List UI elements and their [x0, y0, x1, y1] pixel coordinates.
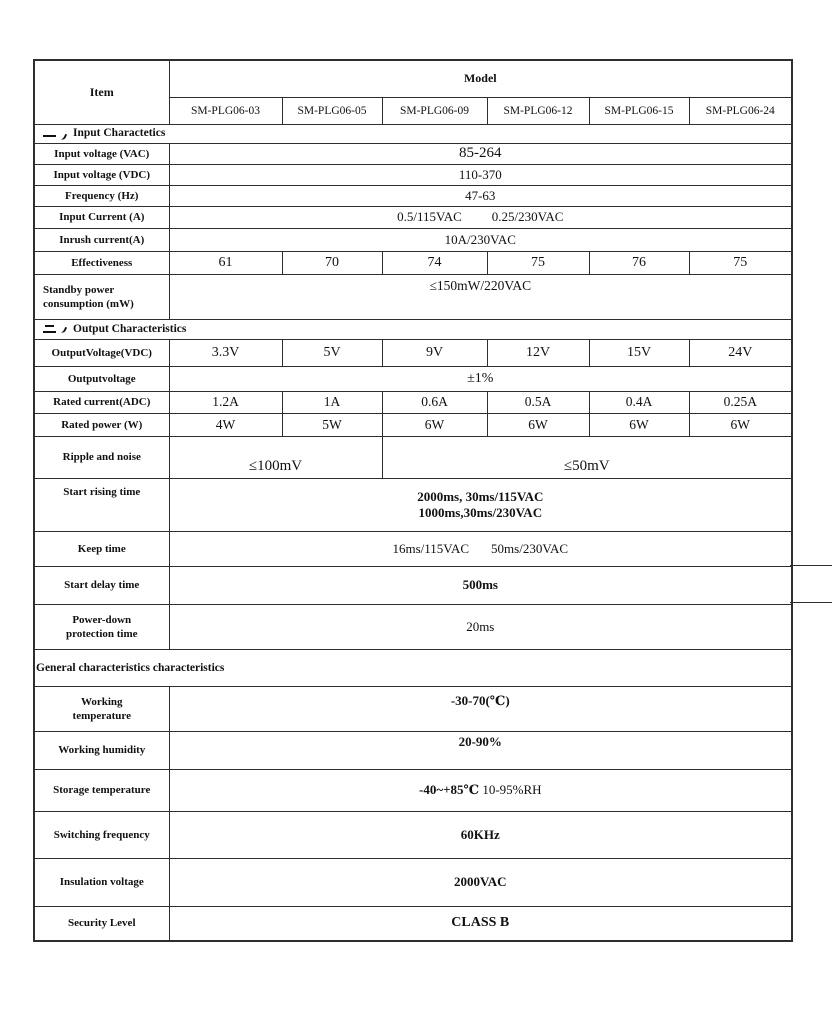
value-ripple-high: ≤50mV — [382, 436, 792, 478]
value-output-voltage: 9V — [382, 339, 487, 366]
value-effectiveness: 74 — [382, 251, 487, 274]
table-row — [34, 274, 792, 319]
label-line: protection time — [65, 627, 138, 640]
label-line: consumption (mW) — [43, 297, 134, 310]
table-row — [34, 769, 792, 811]
value-input-current-230: 0.25/230VAC — [491, 209, 564, 224]
value-start-rising — [169, 478, 792, 531]
row-label-rated-power: Rated power (W) — [34, 413, 169, 436]
section-row-output — [34, 319, 792, 339]
table-row — [34, 391, 792, 413]
value-rated-current: 0.5A — [487, 391, 589, 413]
table-row — [34, 251, 792, 274]
table-row — [34, 811, 792, 858]
row-label-rated-current: Rated current(ADC) — [34, 391, 169, 413]
row-label-switching-frequency: Switching frequency — [34, 811, 169, 858]
label-line: Working — [80, 695, 123, 708]
model-name-cell: SM-PLG06-15 — [589, 97, 689, 124]
value-effectiveness: 75 — [689, 251, 792, 274]
row-label-output-voltage: OutputVoltage(VDC) — [34, 339, 169, 366]
value-rated-current: 1.2A — [169, 391, 282, 413]
table-row — [34, 731, 792, 769]
row-label-input-voltage-vdc: Input voltage (VDC) — [34, 164, 169, 185]
value-working-humidity: 20-90% — [169, 731, 792, 769]
label-line: Power-down — [72, 613, 132, 626]
row-label-insulation-voltage: Insulation voltage — [34, 858, 169, 906]
value-keep-time-115: 16ms/115VAC — [392, 540, 470, 556]
row-label-security-level: Security Level — [34, 906, 169, 941]
table-row — [34, 478, 792, 531]
section-input-title: Input Charactetics — [73, 127, 166, 140]
row-label-frequency: Frequency (Hz) — [34, 185, 169, 206]
label-line: temperature — [72, 709, 131, 722]
value-keep-time-230: 50ms/230VAC — [491, 540, 569, 556]
value-rated-power: 6W — [382, 413, 487, 436]
row-label-ripple-noise: Ripple and noise — [34, 436, 169, 478]
value-output-voltage: 3.3V — [169, 339, 282, 366]
value-switching-frequency: 60KHz — [169, 811, 792, 858]
value-input-current — [169, 206, 792, 228]
value-ripple-low: ≤100mV — [169, 436, 382, 478]
value-input-voltage-vac: 85-264 — [169, 143, 792, 164]
value-frequency: 47-63 — [169, 185, 792, 206]
row-label-standby-power — [34, 274, 169, 319]
model-name-cell: SM-PLG06-03 — [169, 97, 282, 124]
section-row-input — [34, 124, 792, 143]
table-row — [34, 185, 792, 206]
value-voltage-tolerance: ±1% — [169, 366, 792, 391]
section-header-output — [34, 319, 792, 339]
model-name-cell: SM-PLG06-09 — [382, 97, 487, 124]
row-label-working-temperature — [34, 686, 169, 731]
model-name-cell: SM-PLG06-24 — [689, 97, 792, 124]
value-rated-power: 6W — [589, 413, 689, 436]
row-label-voltage-tolerance: Outputvoltage — [34, 366, 169, 391]
table-row — [34, 339, 792, 366]
table-row — [34, 164, 792, 185]
section-header-general: General characteristics characteristics — [34, 649, 792, 686]
value-effectiveness: 76 — [589, 251, 689, 274]
table-row — [34, 906, 792, 941]
section-two-icon — [43, 325, 66, 333]
value-rated-current: 1A — [282, 391, 382, 413]
table-row — [34, 206, 792, 228]
row-label-power-down — [34, 604, 169, 649]
table-row — [34, 413, 792, 436]
value-storage-range: -40~+85℃ — [419, 782, 480, 797]
value-rated-current: 0.6A — [382, 391, 487, 413]
label-line: Standby power — [43, 283, 115, 296]
model-name-cell: SM-PLG06-12 — [487, 97, 589, 124]
table-row — [34, 143, 792, 164]
table-row — [34, 531, 792, 566]
value-start-rising-line1: 2000ms, 30ms/115VAC — [417, 488, 544, 504]
value-rated-power: 6W — [487, 413, 589, 436]
value-rated-current: 0.25A — [689, 391, 792, 413]
value-input-current-115: 0.5/115VAC — [397, 209, 462, 224]
value-start-delay: 500ms — [169, 566, 792, 604]
value-output-voltage: 15V — [589, 339, 689, 366]
header-row-model — [34, 60, 792, 97]
value-power-down: 20ms — [169, 604, 792, 649]
value-rated-power: 5W — [282, 413, 382, 436]
table-row — [34, 604, 792, 649]
table-row — [34, 858, 792, 906]
value-security-level: CLASS B — [169, 906, 792, 941]
row-label-input-current: Input Current (A) — [34, 206, 169, 228]
value-output-voltage: 5V — [282, 339, 382, 366]
section-one-icon — [43, 133, 66, 140]
row-label-inrush-current: Inrush current(A) — [34, 228, 169, 251]
value-effectiveness: 70 — [282, 251, 382, 274]
value-effectiveness: 61 — [169, 251, 282, 274]
model-name-cell: SM-PLG06-05 — [282, 97, 382, 124]
value-rated-power: 6W — [689, 413, 792, 436]
value-insulation-voltage: 2000VAC — [169, 858, 792, 906]
row-label-start-delay: Start delay time — [34, 566, 169, 604]
row-label-storage-temperature: Storage temperature — [34, 769, 169, 811]
row-label-input-voltage-vac: Input voltage (VAC) — [34, 143, 169, 164]
row-label-working-humidity: Working humidity — [34, 731, 169, 769]
value-standby-power: ≤150mW/220VAC — [169, 274, 792, 319]
table-row — [34, 566, 792, 604]
header-model-cell: Model — [169, 60, 792, 97]
value-storage-humidity: 10-95%RH — [482, 782, 542, 797]
value-output-voltage: 12V — [487, 339, 589, 366]
right-edge-line-bottom — [790, 602, 832, 603]
value-output-voltage: 24V — [689, 339, 792, 366]
table-row — [34, 436, 792, 478]
row-label-keep-time: Keep time — [34, 531, 169, 566]
table-row — [34, 686, 792, 731]
section-output-title: Output Characteristics — [73, 323, 187, 335]
row-label-effectiveness: Effectiveness — [34, 251, 169, 274]
section-row-general — [34, 649, 792, 686]
table-row — [34, 366, 792, 391]
value-inrush-current: 10A/230VAC — [169, 228, 792, 251]
value-rated-current: 0.4A — [589, 391, 689, 413]
row-label-start-rising: Start rising time — [34, 478, 169, 531]
value-effectiveness: 75 — [487, 251, 589, 274]
value-input-voltage-vdc: 110-370 — [169, 164, 792, 185]
value-working-temperature: -30-70(℃) — [169, 686, 792, 731]
value-start-rising-line2: 1000ms,30ms/230VAC — [418, 504, 543, 520]
value-rated-power: 4W — [169, 413, 282, 436]
table-row — [34, 228, 792, 251]
value-keep-time — [169, 531, 792, 566]
section-header-input — [34, 124, 792, 143]
right-edge-line-top — [790, 565, 832, 566]
header-item-cell: Item — [34, 60, 169, 124]
value-storage-temperature — [169, 769, 792, 811]
spec-table — [33, 59, 793, 942]
